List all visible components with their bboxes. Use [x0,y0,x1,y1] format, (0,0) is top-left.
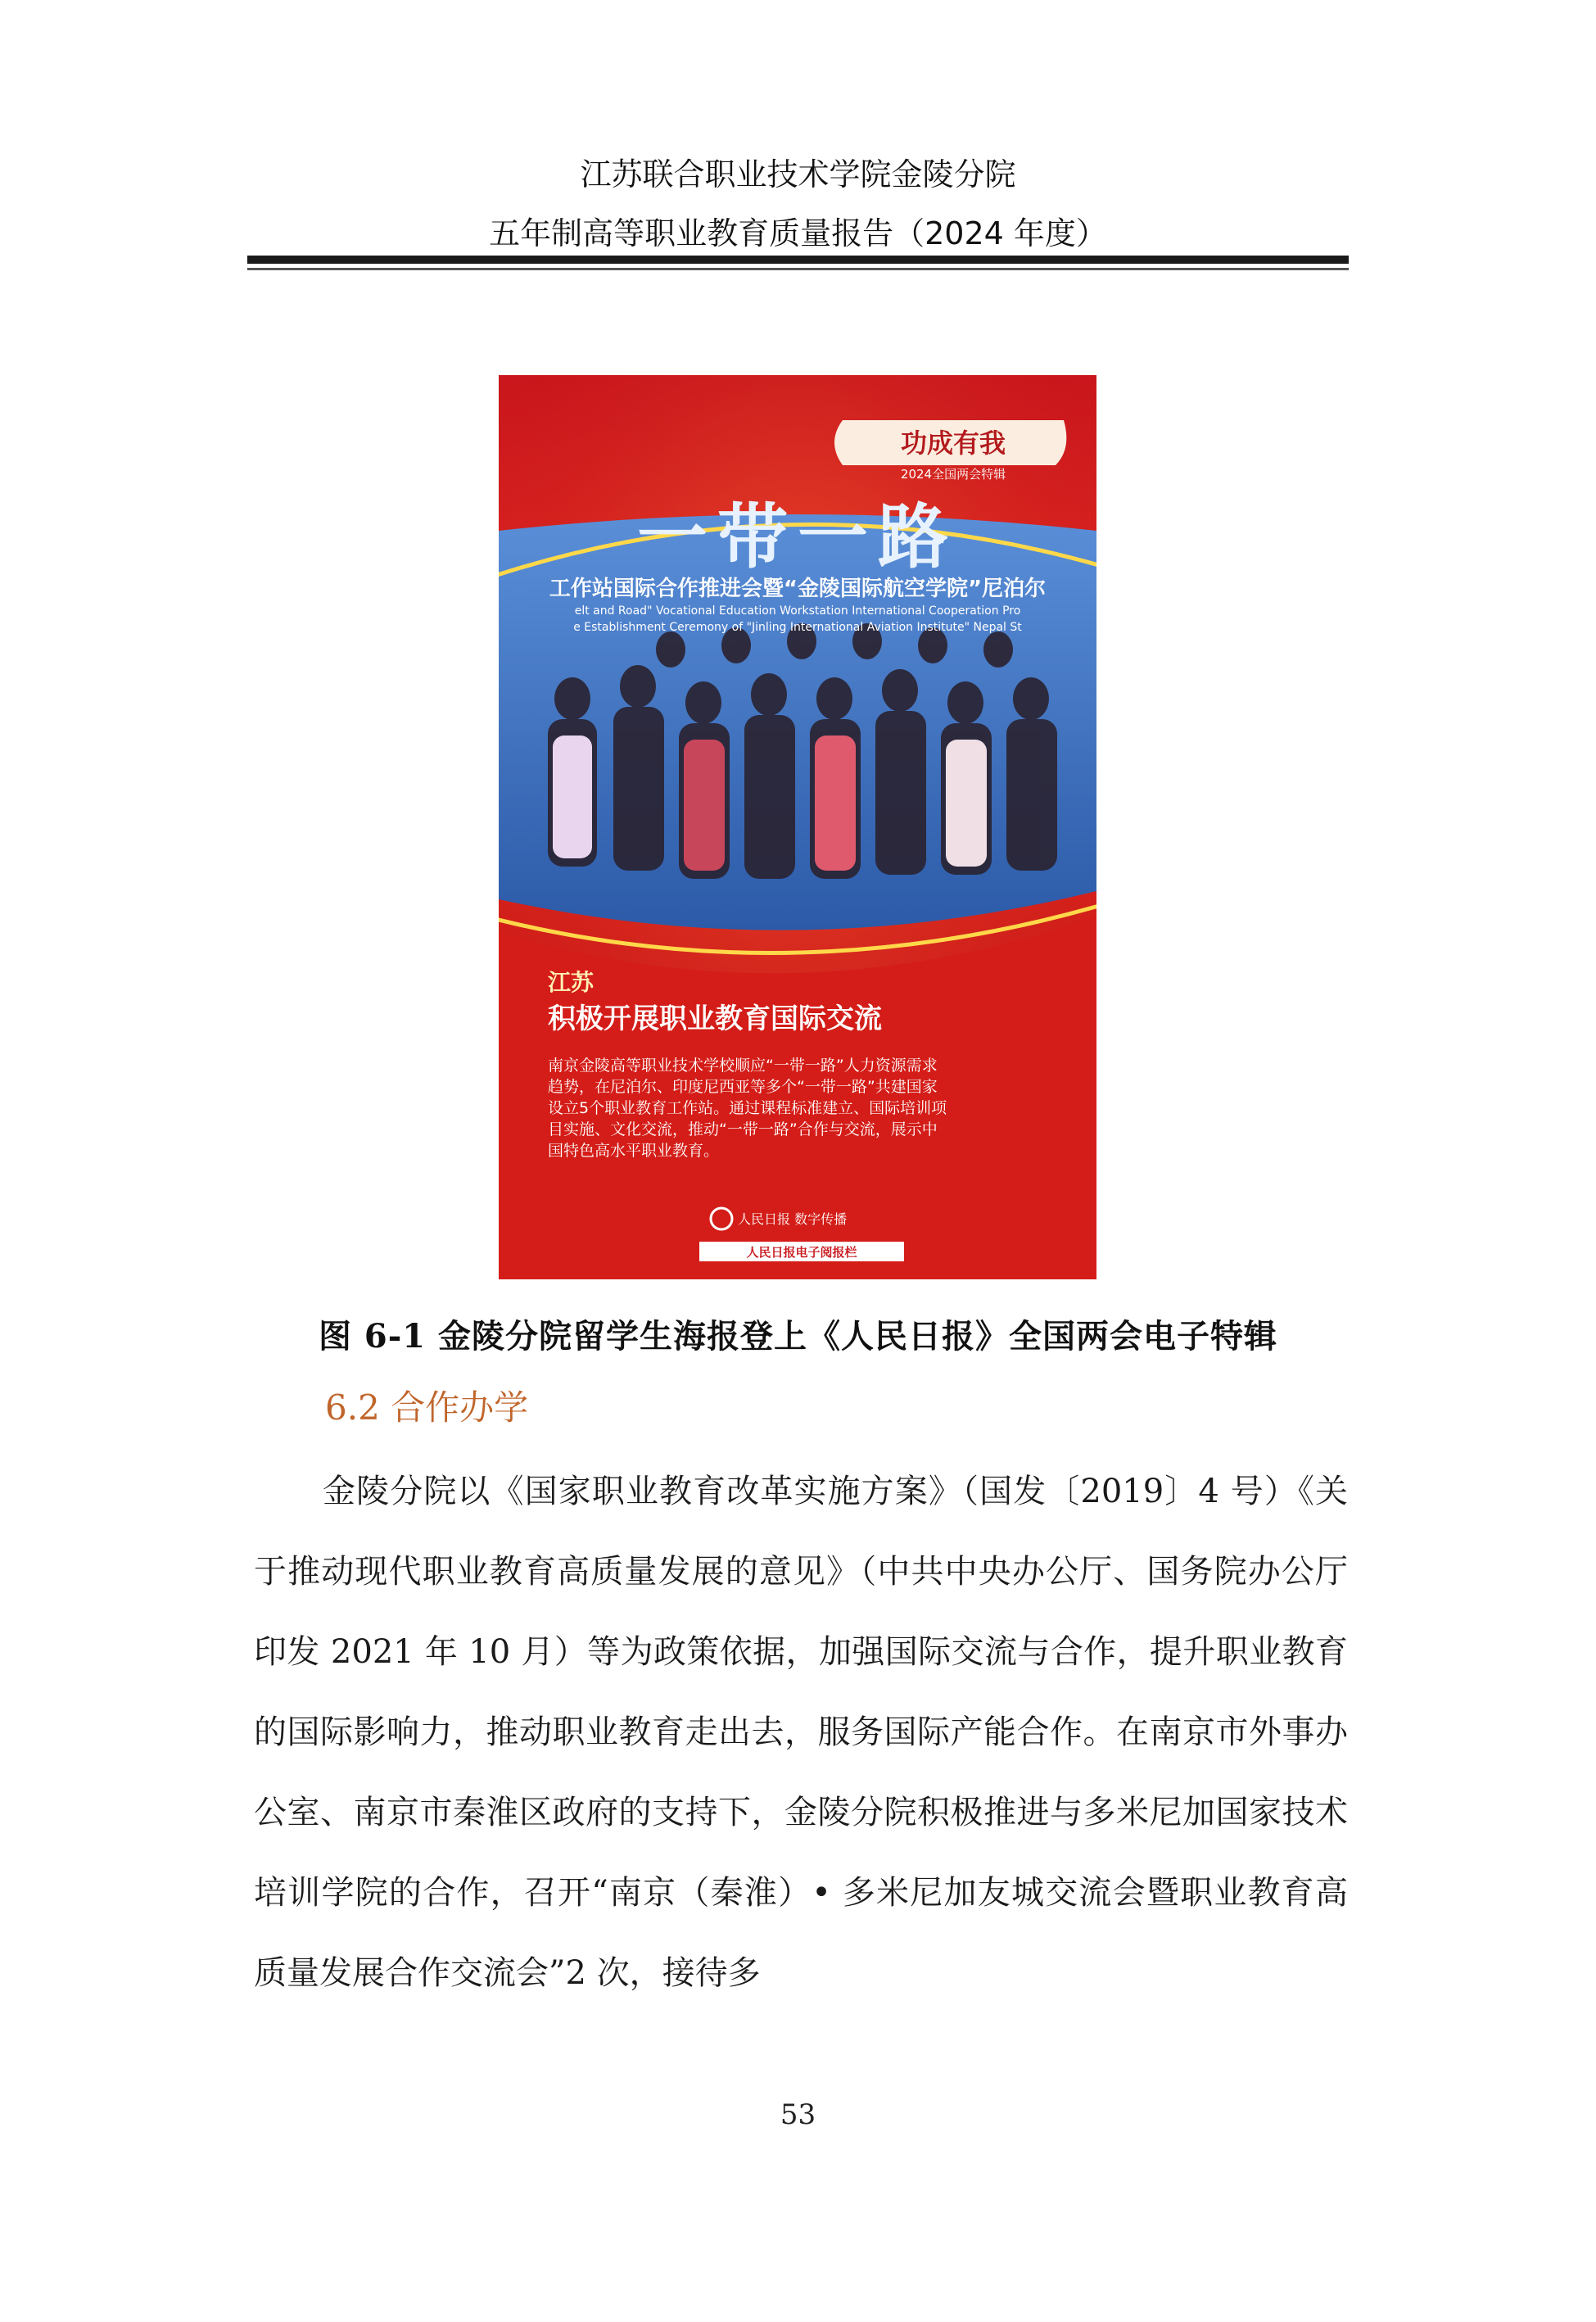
poster-logo-bar-text: 人民日报电子阅报栏 [746,1245,857,1260]
poster-paragraph [548,1055,1056,1161]
figure-caption: 图 6-1 金陵分院留学生海报登上《人民日报》全国两会电子特辑 [318,1317,1278,1356]
page-number: 53 [780,2098,816,2131]
poster-logo-text: 人民日报 数字传播 [738,1211,848,1227]
header-rule-thin [247,268,1349,270]
poster-paragraph-line: 南京金陵高等职业技术学校顺应“一带一路”人力资源需求 [548,1057,938,1075]
header-title-line1: 江苏联合职业技术学院金陵分院 [580,156,1016,192]
poster-subtitle-en1: elt and Road" Vocational Education Workstation International Cooperation Pro [574,604,1021,618]
body-text [254,1451,1348,2013]
poster-banner: 功成有我 [900,428,1006,459]
section-heading: 6.2 合作办学 [325,1387,529,1428]
body-paragraph: 金陵分院以《国家职业教育改革实施方案》（国发〔2019〕4 号）《关于推动现代职业教育高质量发展的意见》（中共中央办公厅、国务院办公厅印发 2021 年 10 月）等为政策依据，加强国际交流与合作，提升职业教育的国际影响力，推动职业教育走出去，服务国际产能合作。在南京市外事办公室、南京市秦淮区政府的支持下，金陵分院积极推进与多米尼加国家技术培训学院的合作，召开“南京（秦淮）• 多米尼加友城交流会暨职业教育高质量发展合作交流会”2 次，接待多 [254,1473,1348,1992]
poster-paragraph-line: 国特色高水平职业教育。 [548,1142,720,1160]
poster-image [499,375,1096,1279]
poster-big-title: 一带一路 [637,496,958,578]
poster-headline: 积极开展职业教育国际交流 [548,1003,882,1035]
poster-paragraph-line: 设立5个职业教育工作站。通过课程标准建立、国际培训项 [548,1099,947,1117]
poster-subtitle-en2: e Establishment Ceremony of "Jinling International Aviation Institute" Nepal St [573,621,1022,634]
poster-subtitle-cn: 工作站国际合作推进会暨“金陵国际航空学院”尼泊尔 [549,577,1047,601]
header-title-line2: 五年制高等职业教育质量报告（2024 年度） [489,215,1107,251]
header-rule-thick [247,256,1349,264]
poster-banner-sub: 2024全国两会特辑 [900,467,1006,482]
poster-paragraph-line: 趋势，在尼泊尔、印度尼西亚等多个“一带一路”共建国家 [548,1078,938,1096]
poster-paragraph-line: 目实施、文化交流，推动“一带一路”合作与交流，展示中 [548,1120,938,1138]
poster-region: 江苏 [548,969,595,996]
